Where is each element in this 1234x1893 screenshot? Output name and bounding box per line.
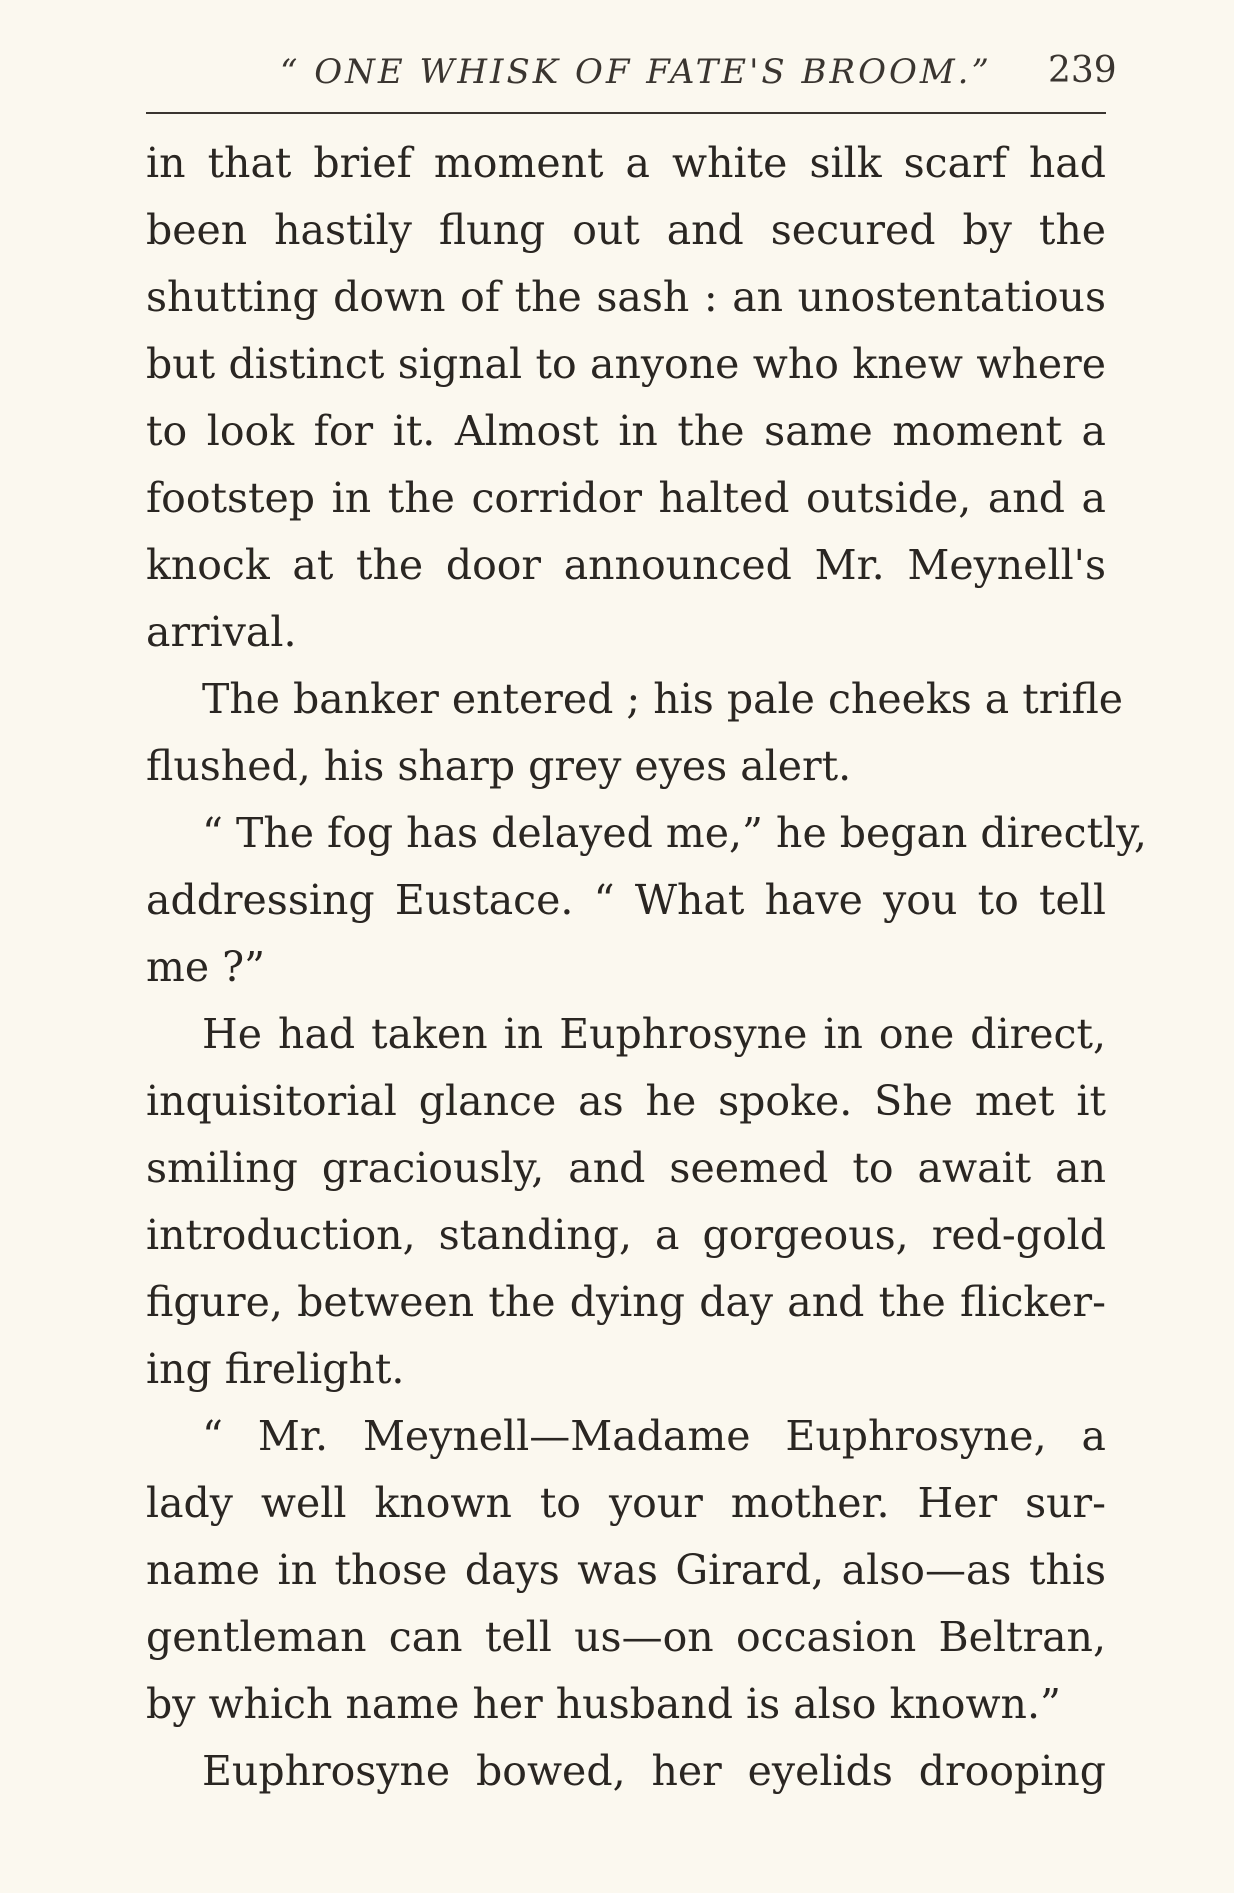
- text-line: The banker entered ; his pale cheeks a trifle: [202, 675, 1124, 723]
- text-line: figure, between the dying day and the flicker-: [146, 1278, 1106, 1326]
- text-line: me ?”: [146, 943, 266, 991]
- text-line: addressing Eustace. “ What have you to tell: [146, 876, 1106, 924]
- text-line: introduction, standing, a gorgeous, red-gold: [146, 1211, 1106, 1259]
- page-number: 239: [1048, 50, 1117, 91]
- header-rule: [146, 112, 1106, 114]
- text-line: gentleman can tell us—on occasion Beltran,: [146, 1613, 1106, 1661]
- text-line: “ Mr. Meynell—Madame Euphrosyne, a: [202, 1412, 1106, 1460]
- text-line: “ The fog has delayed me,” he began directly,: [202, 809, 1147, 857]
- text-line: been hastily flung out and secured by the: [146, 206, 1106, 254]
- text-line: in that brief moment a white silk scarf had: [146, 139, 1106, 187]
- text-line: arrival.: [146, 608, 297, 656]
- running-head: “ ONE WHISK OF FATE'S BROOM.”: [280, 52, 992, 92]
- text-line: knock at the door announced Mr. Meynell's: [146, 541, 1106, 589]
- body-text: [146, 130, 1147, 1805]
- text-line: He had taken in Euphrosyne in one direct,: [202, 1010, 1106, 1058]
- text-line: footstep in the corridor halted outside, and a: [146, 474, 1106, 522]
- text-line: by which name her husband is also known.”: [146, 1680, 1061, 1728]
- text-line: but distinct signal to anyone who knew where: [146, 340, 1106, 388]
- text-line: shutting down of the sash : an unostentatious: [146, 273, 1106, 321]
- text-line: name in those days was Girard, also—as this: [146, 1546, 1106, 1594]
- text-line: smiling graciously, and seemed to await an: [146, 1144, 1106, 1192]
- text-line: ing firelight.: [146, 1345, 405, 1393]
- text-line: lady well known to your mother. Her sur-: [146, 1479, 1106, 1527]
- text-line: to look for it. Almost in the same moment a: [146, 407, 1106, 455]
- text-line: flushed, his sharp grey eyes alert.: [146, 742, 852, 790]
- text-line: Euphrosyne bowed, her eyelids drooping: [202, 1747, 1106, 1795]
- text-line: inquisitorial glance as he spoke. She met it: [146, 1077, 1106, 1125]
